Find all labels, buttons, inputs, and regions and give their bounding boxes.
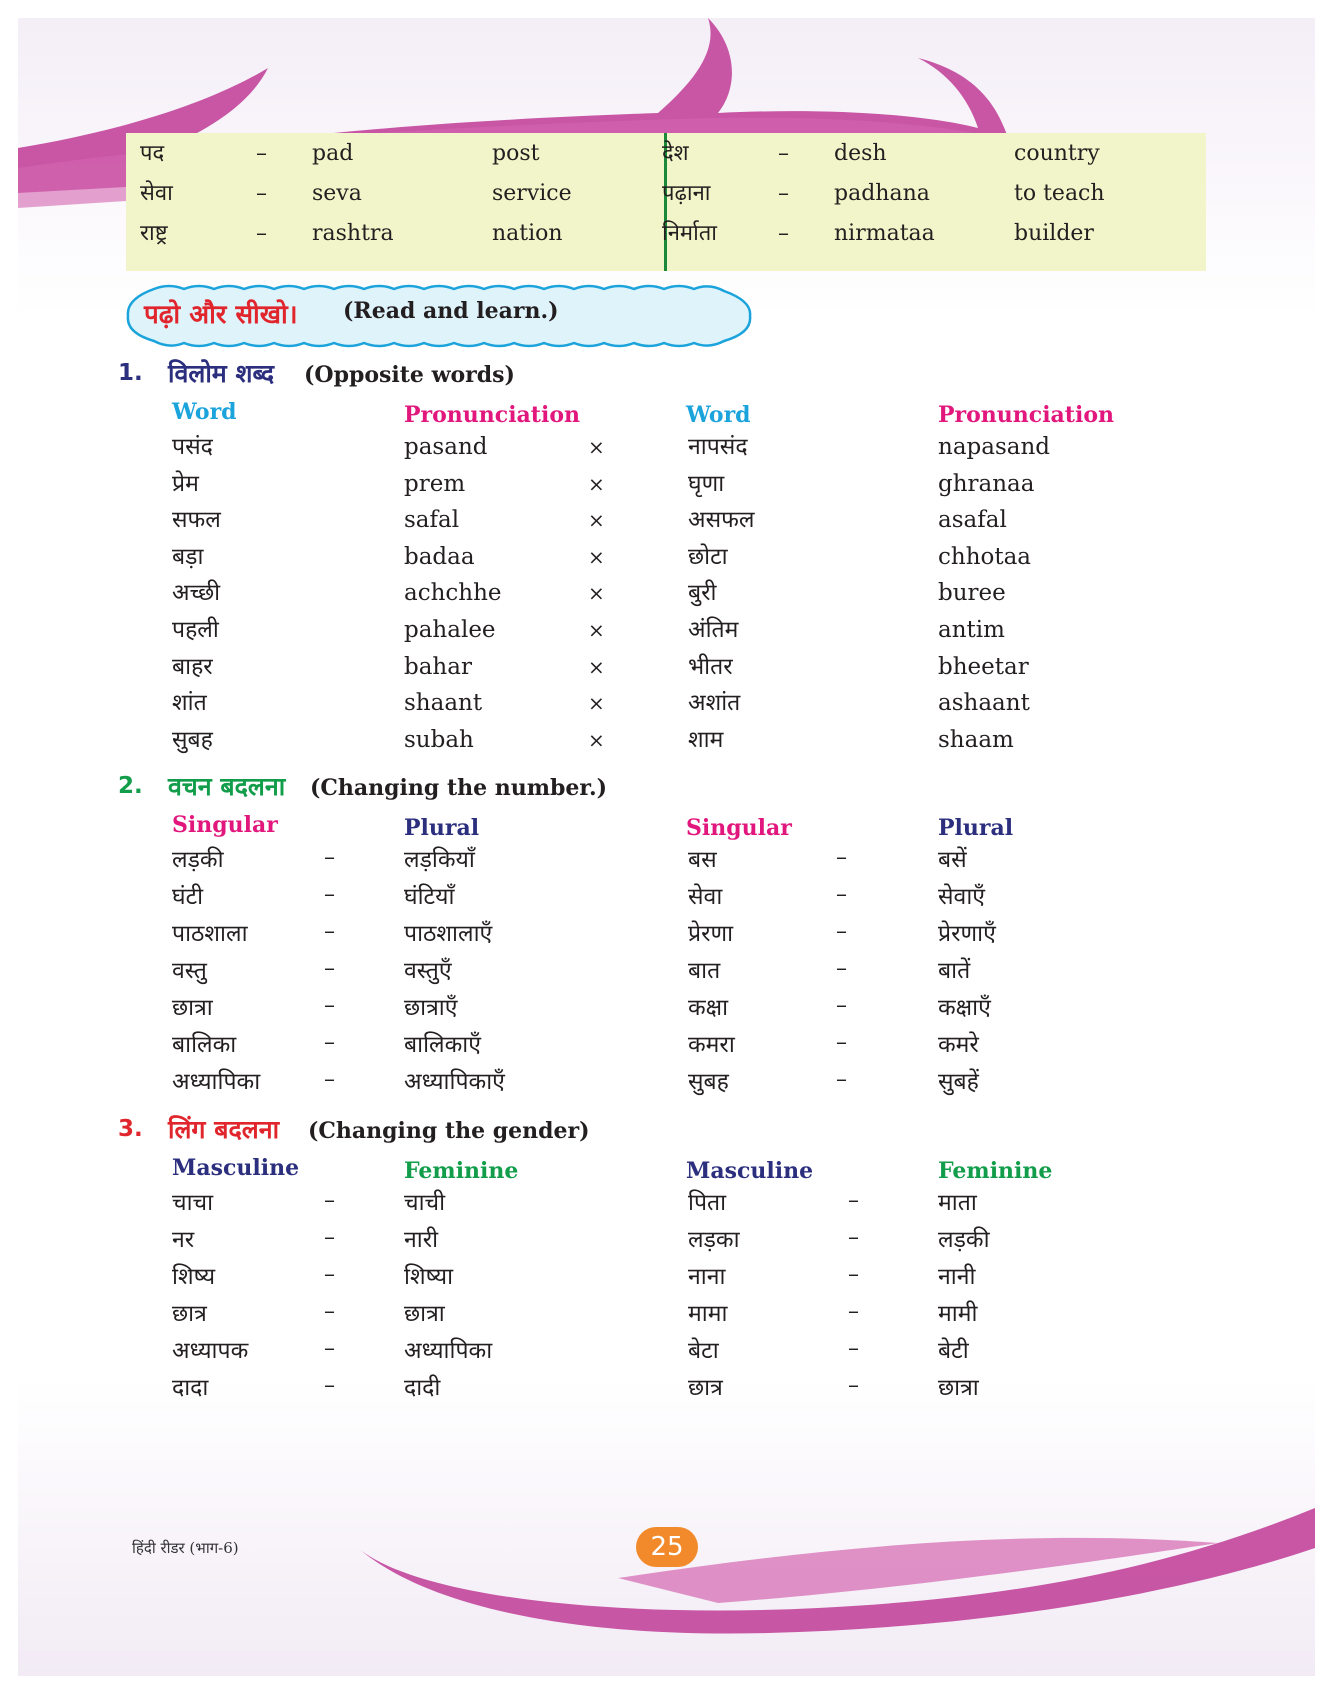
s1-word-right: अंतिम: [688, 617, 739, 643]
s1-pron-left: bahar: [404, 653, 472, 680]
vocab-dash: –: [778, 221, 789, 246]
vocab-hindi: राष्ट्र: [140, 221, 168, 246]
s3-header-feminine-right: Feminine: [938, 1158, 1053, 1184]
s1-times-sign: ×: [588, 727, 605, 752]
s1-word-right: बुरी: [688, 580, 717, 607]
s2-plural-left: पाठशालाएँ: [404, 921, 493, 947]
s3-feminine-left: अध्यापिका: [404, 1338, 493, 1364]
s1-word-right: छोटा: [688, 543, 728, 570]
s1-pron-right: asafal: [938, 507, 1007, 534]
s1-times-sign: ×: [588, 618, 605, 642]
s2-singular-right: बस: [688, 847, 717, 873]
s1-times-sign: ×: [588, 471, 605, 496]
s1-pron-left: achchhe: [404, 580, 502, 607]
s1-word-left: पहली: [172, 617, 219, 643]
s1-header-pron-left: Pronunciation: [404, 402, 580, 428]
s2-plural-left: छात्राएँ: [404, 995, 458, 1021]
s1-header-word-right: Word: [686, 402, 751, 428]
section1-hindi: विलोम शब्द: [168, 359, 275, 388]
s3-feminine-left: नारी: [404, 1227, 439, 1253]
s2-plural-right: कमरे: [938, 1032, 979, 1058]
s3-masculine-right: मामा: [688, 1301, 728, 1327]
s1-pron-right: shaam: [938, 726, 1014, 753]
s3-feminine-left: चाची: [404, 1190, 446, 1216]
s2-header-singular-right: Singular: [686, 815, 792, 841]
s3-feminine-right: माता: [938, 1190, 977, 1216]
s2-plural-left: लड़कियाँ: [404, 847, 475, 873]
s2-singular-right: प्रेरणा: [688, 921, 734, 947]
s1-pron-left: badaa: [404, 543, 475, 570]
s2-singular-left: छात्रा: [172, 995, 213, 1021]
s1-word-right: भीतर: [688, 653, 733, 680]
s2-dash-left: –: [324, 1030, 335, 1055]
s3-feminine-right: बेटी: [938, 1338, 969, 1364]
s1-pron-right: chhotaa: [938, 543, 1032, 570]
s3-dash-right: –: [848, 1336, 859, 1361]
s3-masculine-right: पिता: [688, 1190, 727, 1216]
s1-word-right: असफल: [688, 507, 755, 534]
vocab-hindi: देश: [662, 141, 689, 166]
page: [18, 18, 1315, 1676]
s2-singular-right: कक्षा: [688, 995, 729, 1021]
vocab-transliteration: padhana: [834, 181, 930, 206]
s2-dash-right: –: [836, 919, 847, 944]
s2-dash-left: –: [324, 882, 335, 907]
s2-singular-left: पाठशाला: [172, 921, 248, 947]
s1-word-right: शाम: [688, 726, 724, 753]
s1-header-word-left: Word: [172, 399, 237, 425]
s2-dash-right: –: [836, 993, 847, 1018]
banner-hindi: पढ़ो और सीखो।: [144, 300, 298, 330]
s1-pron-right: ghranaa: [938, 470, 1035, 497]
s2-singular-left: लड़की: [172, 847, 224, 873]
s2-dash-left: –: [324, 993, 335, 1018]
s1-word-right: घृणा: [688, 470, 725, 497]
s2-plural-right: कक्षाएँ: [938, 995, 991, 1021]
s3-feminine-left: छात्रा: [404, 1301, 445, 1327]
s2-plural-left: वस्तुएँ: [404, 958, 452, 984]
s3-masculine-left: अध्यापक: [172, 1338, 249, 1364]
s1-pron-left: safal: [404, 507, 460, 534]
vocabulary-box: [126, 133, 1206, 271]
s3-feminine-left: दादी: [404, 1375, 441, 1401]
s2-singular-right: बात: [688, 958, 721, 984]
s2-dash-right: –: [836, 956, 847, 981]
s1-times-sign: ×: [588, 544, 605, 569]
vocab-hindi: निर्माता: [662, 221, 718, 246]
vocab-hindi: पद: [140, 141, 165, 166]
s2-header-plural-right: Plural: [938, 815, 1014, 841]
vocab-transliteration: rashtra: [312, 221, 394, 246]
s3-masculine-right: बेटा: [688, 1338, 719, 1364]
s1-word-left: सुबह: [172, 726, 213, 753]
s1-word-right: अशांत: [688, 690, 741, 717]
vocab-hindi: पढ़ाना: [662, 181, 711, 206]
vocab-english: builder: [1014, 221, 1094, 246]
s1-times-sign: ×: [588, 508, 605, 533]
s1-word-right: नापसंद: [688, 434, 748, 460]
section3-hindi: लिंग बदलना: [168, 1115, 280, 1144]
s2-singular-left: घंटी: [172, 884, 204, 910]
section1-number: 1.: [118, 360, 143, 386]
s3-masculine-left: दादा: [172, 1375, 209, 1401]
s3-masculine-left: नर: [172, 1227, 195, 1253]
s2-header-singular-left: Singular: [172, 812, 278, 838]
s2-dash-left: –: [324, 956, 335, 981]
s2-dash-right: –: [836, 1030, 847, 1055]
s2-dash-right: –: [836, 845, 847, 870]
s1-pron-left: shaant: [404, 690, 483, 717]
vocab-dash: –: [778, 141, 789, 166]
s1-pron-left: subah: [404, 726, 474, 753]
s2-plural-right: सेवाएँ: [938, 884, 986, 910]
s2-plural-right: बसें: [938, 847, 967, 873]
vocab-english: to teach: [1014, 181, 1105, 206]
s2-plural-right: बातें: [938, 958, 971, 984]
s1-word-left: बड़ा: [172, 543, 204, 570]
vocab-dash: –: [778, 181, 789, 206]
s1-word-left: सफल: [172, 507, 221, 534]
vocab-english: nation: [492, 221, 563, 246]
s2-dash-left: –: [324, 845, 335, 870]
s1-times-sign: ×: [588, 581, 605, 606]
s3-dash-left: –: [324, 1188, 335, 1213]
s2-dash-left: –: [324, 919, 335, 944]
s3-feminine-right: लड़की: [938, 1227, 990, 1253]
s1-times-sign: ×: [588, 691, 605, 716]
s2-plural-left: अध्यापिकाएँ: [404, 1069, 505, 1095]
vocab-transliteration: seva: [312, 181, 362, 206]
s3-feminine-right: छात्रा: [938, 1375, 979, 1401]
vocab-hindi: सेवा: [140, 181, 173, 206]
s3-feminine-right: मामी: [938, 1301, 978, 1327]
s1-pron-left: pasand: [404, 434, 488, 460]
banner-english: (Read and learn.): [343, 298, 559, 324]
page-number: 25: [636, 1527, 698, 1567]
vocab-transliteration: pad: [312, 141, 354, 166]
s3-header-feminine-left: Feminine: [404, 1158, 519, 1184]
s1-word-left: प्रेम: [172, 470, 199, 497]
s3-dash-left: –: [324, 1262, 335, 1287]
s3-dash-left: –: [324, 1336, 335, 1361]
section2-hindi: वचन बदलना: [168, 772, 286, 801]
s3-dash-left: –: [324, 1299, 335, 1324]
s3-dash-right: –: [848, 1262, 859, 1287]
s1-pron-right: bheetar: [938, 653, 1029, 680]
s1-times-sign: ×: [588, 654, 605, 679]
vocab-dash: –: [256, 221, 267, 246]
footer-book-title: हिंदी रीडर (भाग-6): [132, 1539, 239, 1557]
s1-word-left: बाहर: [172, 653, 213, 680]
s3-masculine-right: लड़का: [688, 1227, 740, 1253]
vocab-transliteration: nirmataa: [834, 221, 935, 246]
vocab-english: service: [492, 181, 572, 206]
s1-pron-right: ashaant: [938, 690, 1030, 717]
vocab-transliteration: desh: [834, 141, 887, 166]
s1-pron-right: antim: [938, 617, 1005, 643]
s2-plural-left: बालिकाएँ: [404, 1032, 481, 1058]
s3-dash-right: –: [848, 1299, 859, 1324]
vocab-dash: –: [256, 141, 267, 166]
s3-masculine-right: नाना: [688, 1264, 726, 1290]
s1-word-left: शांत: [172, 690, 207, 717]
s2-singular-left: बालिका: [172, 1032, 237, 1058]
section2-number: 2.: [118, 773, 143, 799]
s3-masculine-left: चाचा: [172, 1190, 214, 1216]
section2-english: (Changing the number.): [310, 775, 608, 801]
s2-dash-right: –: [836, 882, 847, 907]
vocab-dash: –: [256, 181, 267, 206]
s2-singular-right: सेवा: [688, 884, 723, 910]
s3-header-masculine-right: Masculine: [686, 1158, 814, 1184]
s3-masculine-right: छात्र: [688, 1375, 723, 1401]
s3-masculine-left: छात्र: [172, 1301, 207, 1327]
s2-dash-right: –: [836, 1067, 847, 1092]
s3-feminine-right: नानी: [938, 1264, 976, 1290]
s1-pron-right: buree: [938, 580, 1006, 607]
s1-times-sign: ×: [588, 435, 605, 459]
s2-singular-left: वस्तु: [172, 958, 207, 984]
s2-singular-right: कमरा: [688, 1032, 735, 1058]
section1-english: (Opposite words): [304, 362, 515, 388]
s3-dash-left: –: [324, 1373, 335, 1398]
section3-number: 3.: [118, 1116, 143, 1142]
s2-plural-right: प्रेरणाएँ: [938, 921, 996, 947]
vocab-english: post: [492, 141, 540, 166]
s1-pron-left: pahalee: [404, 617, 496, 643]
s3-dash-right: –: [848, 1188, 859, 1213]
s3-masculine-left: शिष्य: [172, 1264, 216, 1290]
s2-dash-left: –: [324, 1067, 335, 1092]
bottom-swoosh-decoration: [18, 1488, 1315, 1676]
s1-word-left: पसंद: [172, 434, 213, 460]
section3-english: (Changing the gender): [308, 1118, 590, 1144]
s1-header-pron-right: Pronunciation: [938, 402, 1114, 428]
s1-word-left: अच्छी: [172, 580, 221, 607]
vocab-english: country: [1014, 141, 1100, 166]
s3-feminine-left: शिष्या: [404, 1264, 454, 1290]
s3-dash-right: –: [848, 1373, 859, 1398]
s2-singular-right: सुबह: [688, 1069, 729, 1095]
s1-pron-left: prem: [404, 470, 466, 497]
s3-header-masculine-left: Masculine: [172, 1155, 300, 1181]
s2-plural-left: घंटियाँ: [404, 884, 455, 910]
s3-dash-left: –: [324, 1225, 335, 1250]
s1-pron-right: napasand: [938, 434, 1051, 460]
s2-header-plural-left: Plural: [404, 815, 480, 841]
s2-singular-left: अध्यापिका: [172, 1069, 261, 1095]
s3-dash-right: –: [848, 1225, 859, 1250]
s2-plural-right: सुबहें: [938, 1069, 979, 1095]
